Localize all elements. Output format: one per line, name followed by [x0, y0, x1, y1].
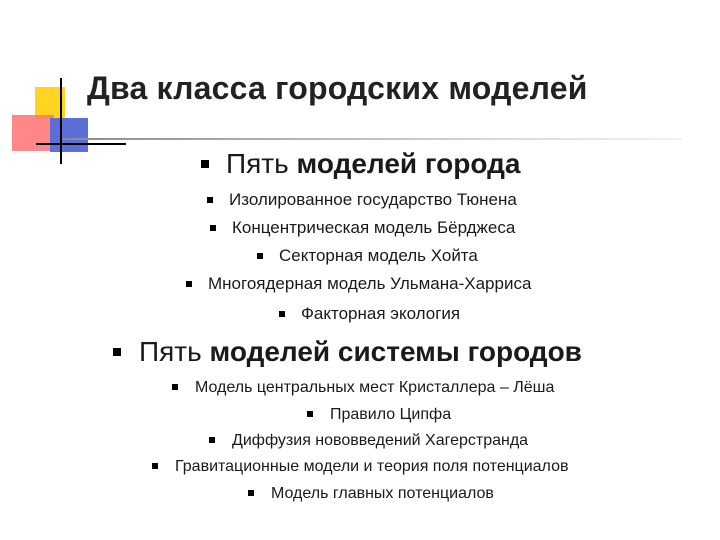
list-item	[257, 246, 478, 266]
bullet-icon	[248, 490, 254, 496]
section-lead: Пять	[226, 148, 297, 179]
section-heading-city-system-models	[113, 336, 582, 368]
list-item-text: Правило Ципфа	[330, 406, 452, 423]
bullet-icon	[307, 411, 313, 417]
list-item-text: Концентрическая модель Бёрджеса	[232, 218, 516, 237]
slide-title: Два класса городских моделей	[87, 70, 588, 106]
bullet-icon	[210, 225, 216, 231]
bullet-icon	[209, 437, 215, 443]
list-item	[307, 406, 451, 424]
list-item	[207, 190, 517, 210]
list-item	[152, 458, 568, 476]
bullet-icon	[201, 160, 209, 168]
list-item	[209, 432, 528, 450]
section-bold: моделей системы городов	[209, 336, 582, 367]
list-item	[186, 274, 531, 294]
logo-pink-square	[12, 115, 54, 151]
logo-horizontal-line	[36, 143, 126, 145]
list-item-text: Многоядерная модель Ульмана-Харриса	[208, 274, 532, 293]
bullet-icon	[113, 348, 121, 356]
bullet-icon	[152, 463, 158, 469]
bullet-icon	[186, 281, 192, 287]
bullet-icon	[172, 384, 178, 390]
list-item	[248, 485, 494, 503]
list-item-text: Модель центральных мест Кристаллера – Лёша	[195, 379, 555, 396]
bullet-icon	[207, 197, 213, 203]
title-underline	[62, 138, 682, 140]
list-item-text: Факторная экология	[301, 304, 461, 323]
logo-blue-square	[50, 118, 88, 152]
list-item	[210, 218, 515, 238]
section-lead: Пять	[139, 336, 210, 367]
bullet-icon	[257, 253, 263, 259]
list-item	[172, 379, 554, 397]
bullet-icon	[279, 311, 285, 317]
list-item-text: Модель главных потенциалов	[271, 485, 494, 502]
list-item-text: Диффузия нововведений Хагерстранда	[232, 432, 529, 449]
section-bold: моделей города	[296, 148, 521, 179]
list-item-text: Секторная модель Хойта	[279, 246, 478, 265]
list-item-text: Гравитационные модели и теория поля потенциалов	[175, 458, 569, 475]
section-heading-city-models	[201, 148, 520, 180]
list-item-text: Изолированное государство Тюнена	[229, 190, 517, 209]
logo-vertical-line	[60, 78, 62, 164]
list-item	[279, 304, 460, 324]
